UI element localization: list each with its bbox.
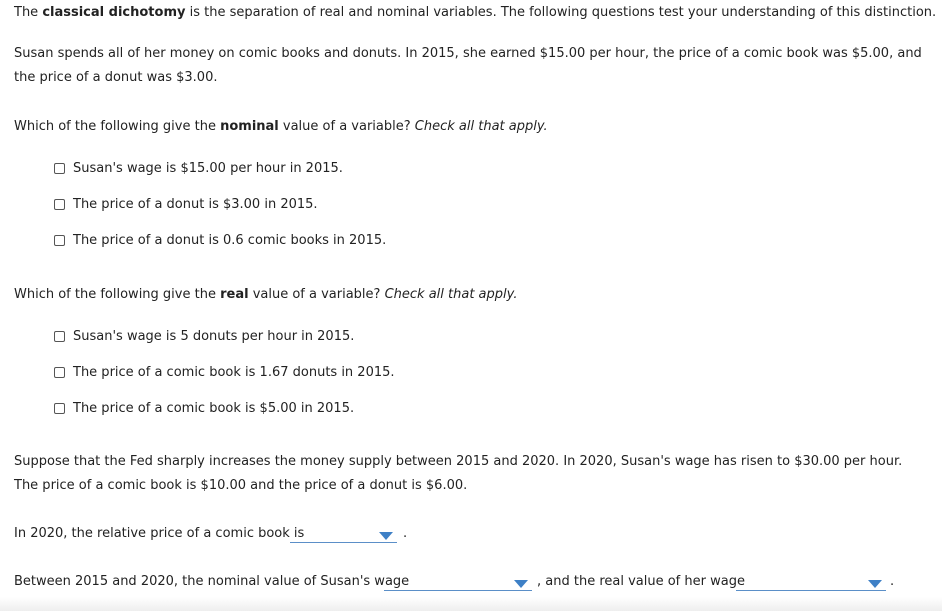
- bottom-edge: [0, 597, 942, 611]
- nominal-option-1[interactable]: Susan's wage is $15.00 per hour in 2015.: [54, 160, 343, 176]
- period: .: [890, 574, 895, 589]
- scenario-2015: Susan spends all of her money on comic books and donuts. In 2015, she earned $15.00 per hour, the price of a comic book was $5.00, and the price of a donut was $3.00.: [14, 46, 922, 85]
- period: .: [403, 526, 408, 541]
- checkbox[interactable]: [54, 331, 65, 342]
- chevron-down-icon: [868, 580, 882, 588]
- intro-text: The classical dichotomy is the separation of real and nominal variables. The following questions test your understanding of this distinction.: [14, 5, 937, 20]
- checkbox[interactable]: [54, 367, 65, 378]
- checkbox[interactable]: [54, 163, 65, 174]
- question-real: Which of the following give the real value of a variable? Check all that apply.: [14, 287, 518, 302]
- nominal-wage-text: Between 2015 and 2020, the nominal value of Susan's wage: [14, 574, 410, 589]
- relative-price-dropdown[interactable]: [290, 527, 397, 543]
- nominal-option-2[interactable]: The price of a donut is $3.00 in 2015.: [54, 196, 318, 212]
- real-option-1[interactable]: Susan's wage is 5 donuts per hour in 2015.: [54, 328, 354, 344]
- nominal-option-3[interactable]: The price of a donut is 0.6 comic books in 2015.: [54, 232, 386, 248]
- checkbox[interactable]: [54, 199, 65, 210]
- scenario-2020: Suppose that the Fed sharply increases the money supply between 2015 and 2020. In 2020, Susan's wage has risen to $30.00 per hour. The price of a comic book is $10.00 and the price of a donut is $6.00.: [14, 454, 903, 493]
- intro-term: classical dichotomy: [42, 5, 186, 20]
- question-nominal: Which of the following give the nominal value of a variable? Check all that apply.: [14, 119, 548, 134]
- real-wage-text: , and the real value of her wage: [537, 574, 745, 589]
- checkbox[interactable]: [54, 403, 65, 414]
- checkbox[interactable]: [54, 235, 65, 246]
- chevron-down-icon: [514, 580, 528, 588]
- chevron-down-icon: [379, 532, 393, 540]
- relative-price-text: In 2020, the relative price of a comic book is: [14, 526, 305, 541]
- real-option-3[interactable]: The price of a comic book is $5.00 in 2015.: [54, 400, 354, 416]
- real-option-2[interactable]: The price of a comic book is 1.67 donuts in 2015.: [54, 364, 395, 380]
- nominal-wage-dropdown[interactable]: [384, 575, 532, 591]
- real-wage-dropdown[interactable]: [736, 575, 886, 591]
